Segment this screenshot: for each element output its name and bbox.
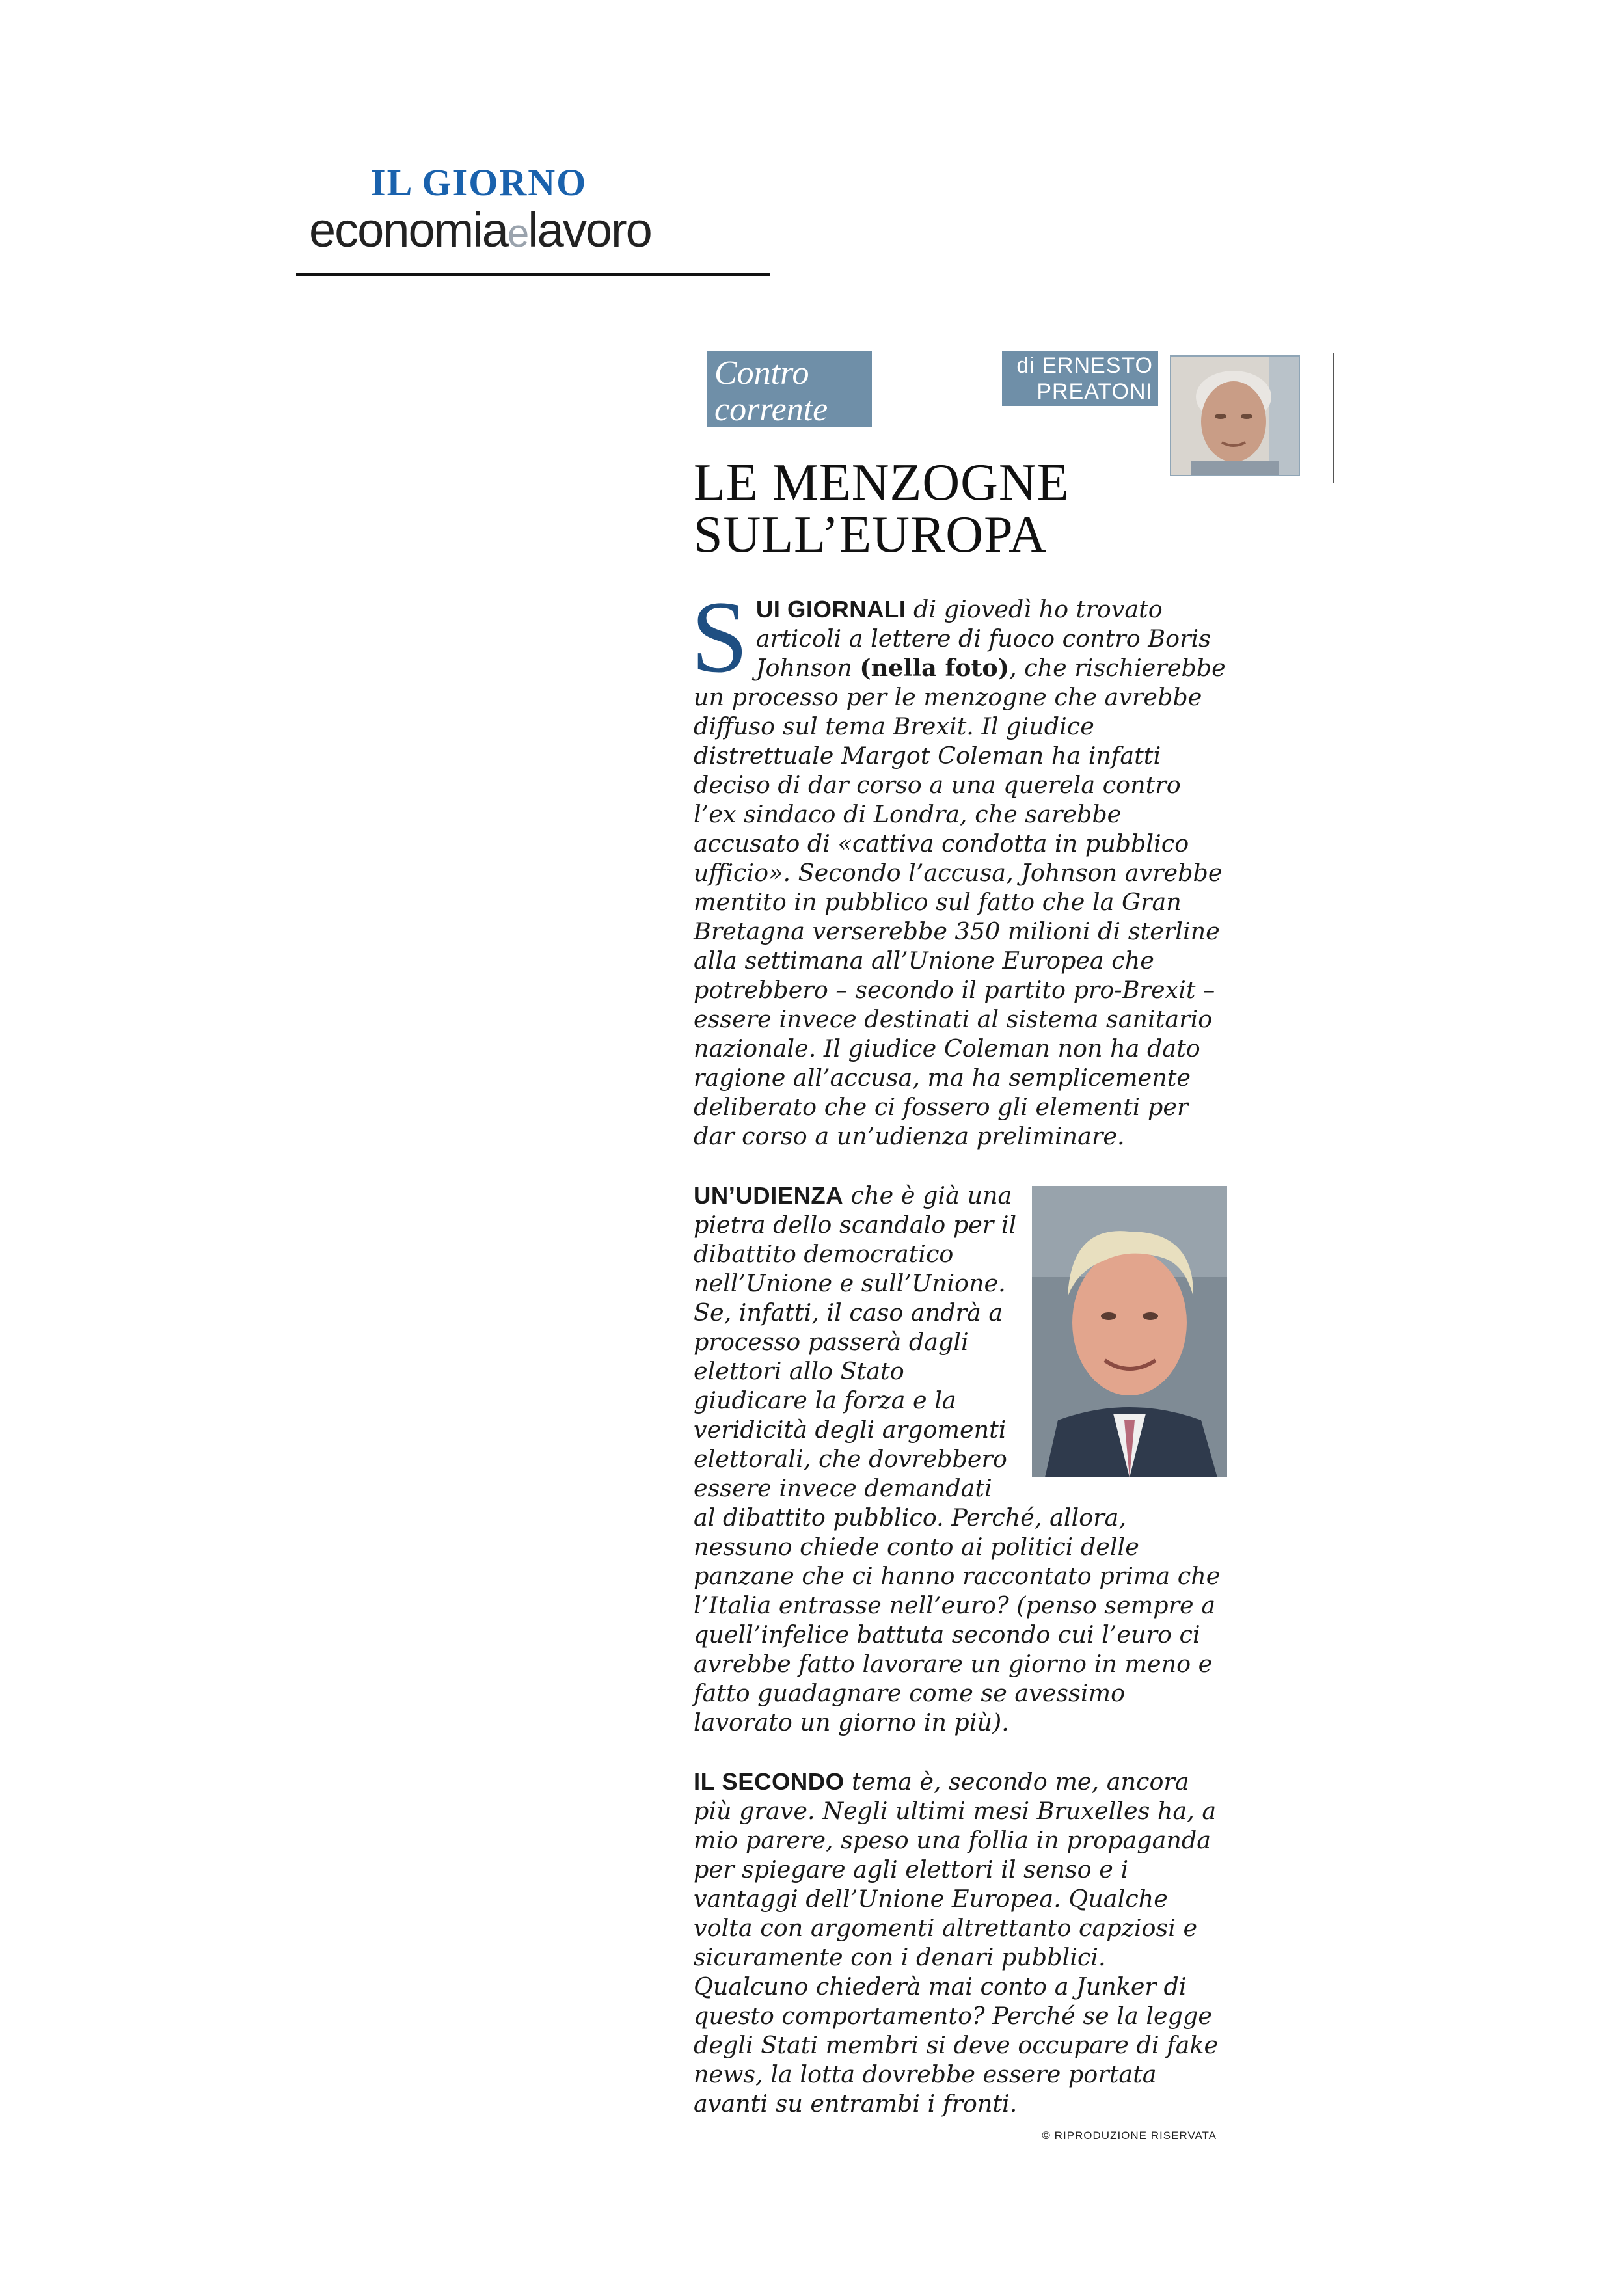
byline — [1002, 351, 1158, 406]
section-title-part3: lavoro — [528, 203, 651, 257]
kicker-line-2: corrente — [714, 391, 828, 428]
paragraph-gap — [694, 1151, 1227, 1181]
section-title — [309, 203, 771, 261]
paragraph-1-text-b: , che rischierebbe un processo per le menzogne che avrebbe diffuso sul tema Brexit. Il giudice distrettuale Margot Coleman ha infatti deciso di dar corso a una querela contro l’ex sindaco di Londra, che sarebbe accusato di «cattiva condotta in pubblico ufficio». Secondo l’accusa, Johnson avrebbe mentito in pubblico sul fatto che la Gran Bretagna verserebbe 350 milioni di sterline alla settimana all’Unione Europea che potrebbero – secondo il partito pro-Brexit – essere invece destinati al sistema sanitario nazionale. Il giudice Coleman non ha dato ragione all’accusa, ma ha semplicemente deliberato che ci fossero gli elementi per dar corso a un’udienza preliminare. — [694, 654, 1226, 1150]
kicker-line-1: Contro — [714, 355, 809, 392]
copyright-notice: © RIPRODUZIONE RISERVATA — [1042, 2129, 1217, 2142]
section-title-part1: economia — [309, 203, 508, 257]
byline-line-1: di ERNESTO — [1016, 353, 1153, 378]
headline-line-1: LE MENZOGNE — [694, 454, 1070, 511]
newspaper-logo: IL GIORNO — [371, 161, 588, 204]
article-body — [691, 580, 1227, 2150]
masthead — [296, 163, 771, 261]
paragraph-1 — [691, 580, 1227, 1151]
byline-line-2: PREATONI — [1036, 379, 1153, 404]
headline — [694, 454, 1162, 563]
photo-reference: (nella foto) — [859, 654, 1009, 682]
johnson-portrait-image — [1032, 1186, 1227, 1477]
paragraph-3-lead: IL SECONDO — [694, 1768, 845, 1795]
paragraph-3-text: tema è, secondo me, ancora più grave. Negli ultimi mesi Bruxelles ha, a mio parere, speso una follia in propaganda per spiegare agli elettori il senso e i vantaggi dell’Unione Europea. Qualche volta con argomenti altrettanto capziosi e sicuramente con i denari pubblici. Qualcuno chiederà mai conto a Junker di questo comportamento? Perché se la legge degli Stati membri si deve occupare di fake news, la lotta dovrebbe essere portata avanti su entrambi i fronti. — [694, 1768, 1219, 2118]
author-photo — [1170, 355, 1300, 476]
paragraph-gap — [694, 1737, 1227, 1767]
headline-line-2: SULL’EUROPA — [694, 506, 1047, 563]
paragraph-1-lead: UI GIORNALI — [755, 596, 906, 623]
paragraph-2-text: che è già una pietra dello scandalo per il dibattito democratico nell’Unione e sull’Unione. Se, infatti, il caso andrà a processo passerà dagli elettori allo Stato giudicare la forza e la veridicità degli argomenti elettorali, che dovrebbero essere invece demandati al dibattito pubblico. Perché, allora, nessuno chiede conto ai politici delle panzane che ci hanno raccontato prima che l’Italia entrasse nell’euro? (penso sempre a quell’infelice battuta secondo cui l’euro ci avrebbe fatto lavorare un giorno in meno e fatto guadagnare come se avessimo lavorato un giorno in più). — [694, 1181, 1221, 1736]
paragraph-2-lead: UN’UDIENZA — [694, 1182, 844, 1209]
masthead-rule — [296, 273, 770, 276]
section-title-part2: e — [507, 211, 528, 255]
column-divider — [1333, 353, 1334, 483]
paragraph-1-text-a: di giovedì ho trovato articoli a lettere di fuoco contro Boris Johnson — [755, 595, 1211, 682]
author-portrait-image — [1171, 357, 1299, 475]
paragraph-3 — [694, 1767, 1227, 2118]
column-kicker — [707, 351, 872, 427]
drop-cap: S — [691, 580, 748, 694]
johnson-photo — [1032, 1186, 1227, 1477]
